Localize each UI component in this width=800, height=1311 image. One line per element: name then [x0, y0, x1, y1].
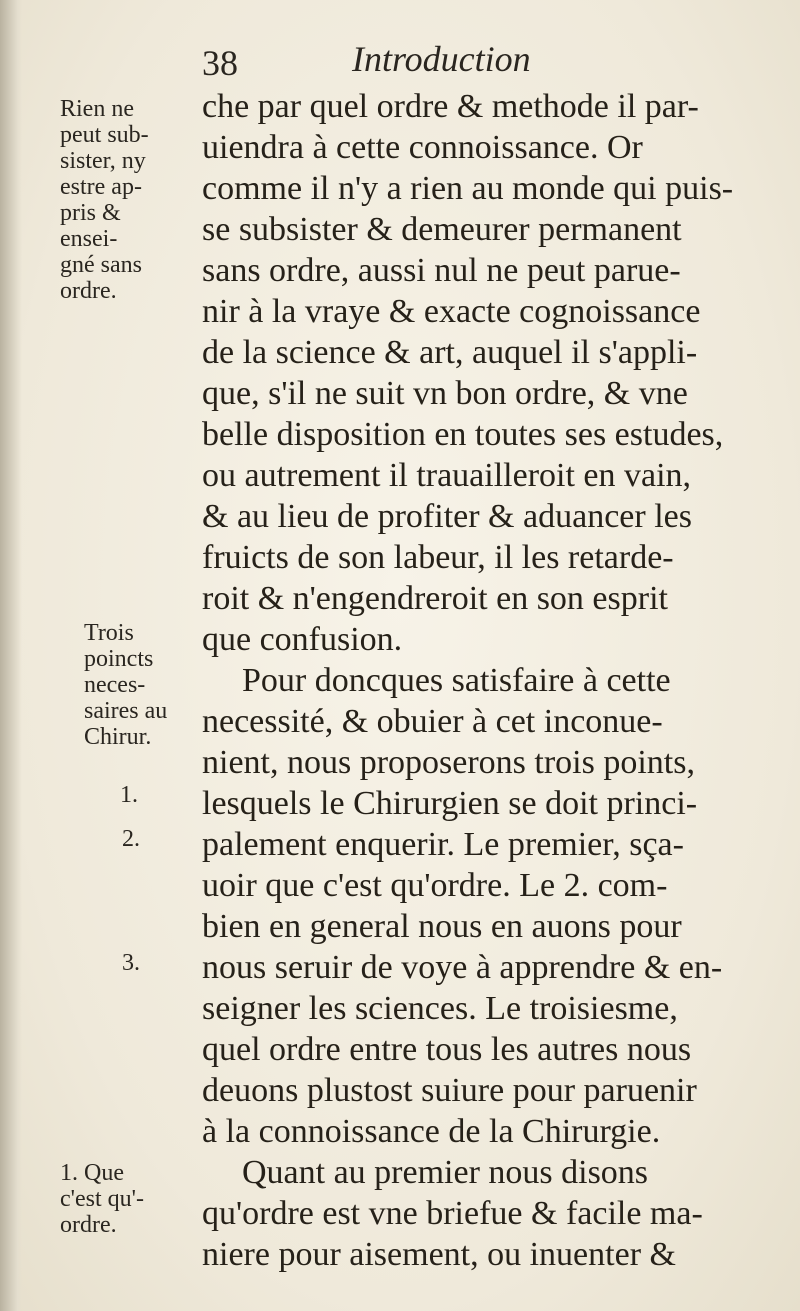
- margin-note-line: saires au: [84, 698, 168, 724]
- page-gutter-shadow: [0, 0, 22, 1311]
- text-line: seigner les sciences. Le troisiesme,: [202, 990, 678, 1027]
- margin-note-line: peut sub-: [60, 122, 149, 148]
- text-line: quel ordre entre tous les autres nous: [202, 1031, 692, 1068]
- page-number: 38: [202, 43, 238, 83]
- margin-number-3: 3.: [122, 950, 140, 976]
- text-line: comme il n'y a rien au monde qui puis-: [202, 170, 734, 207]
- margin-note-line: poincts: [84, 646, 154, 672]
- running-title: Introduction: [352, 39, 531, 79]
- text-line: de la science & art, auquel il s'appli-: [202, 334, 698, 371]
- text-line: nous seruir de voye à apprendre & en-: [202, 949, 723, 986]
- text-line: sans ordre, aussi nul ne peut parue-: [202, 252, 681, 289]
- text-line: & au lieu de profiter & aduancer les: [202, 498, 692, 535]
- text-line: uiendra à cette connoissance. Or: [202, 129, 643, 166]
- text-line: necessité, & obuier à cet inconue-: [202, 703, 663, 740]
- margin-note-line: Trois: [84, 620, 134, 646]
- text-line: se subsister & demeurer permanent: [202, 211, 682, 248]
- text-line: uoir que c'est qu'ordre. Le 2. com-: [202, 867, 668, 904]
- margin-note-line: sister, ny: [60, 148, 146, 174]
- text-line: niere pour aisement, ou inuenter &: [202, 1236, 676, 1273]
- text-line: nir à la vraye & exacte cognoissance: [202, 293, 701, 330]
- text-line: nient, nous proposerons trois points,: [202, 744, 695, 781]
- text-line: deuons plustost suiure pour paruenir: [202, 1072, 697, 1109]
- margin-note-line: neces-: [84, 672, 146, 698]
- text-line: qu'ordre est vne briefue & facile ma-: [202, 1195, 703, 1232]
- text-line: Quant au premier nous disons: [242, 1154, 649, 1191]
- margin-note-line: Rien ne: [60, 96, 134, 122]
- text-line: che par quel ordre & methode il par-: [202, 88, 699, 125]
- margin-note-line: 1. Que: [60, 1160, 124, 1186]
- margin-note-line: c'est qu'-: [60, 1186, 144, 1212]
- text-line: palement enquerir. Le premier, sça-: [202, 826, 684, 863]
- margin-note-line: pris &: [60, 200, 121, 226]
- margin-note-line: estre ap-: [60, 174, 142, 200]
- margin-note-line: ensei-: [60, 226, 118, 252]
- text-line: belle disposition en toutes ses estudes,: [202, 416, 724, 453]
- margin-note-line: ordre.: [60, 1212, 117, 1238]
- text-line: roit & n'engendreroit en son esprit: [202, 580, 668, 617]
- text-line: fruicts de son labeur, il les retarde-: [202, 539, 674, 576]
- margin-note-line: Chirur.: [84, 724, 152, 750]
- text-line: Pour doncques satisfaire à cette: [242, 662, 671, 699]
- margin-note-que-cest-quordre: [60, 1160, 260, 1238]
- text-line: à la connoissance de la Chirurgie.: [202, 1113, 661, 1150]
- margin-note-trois-poincts: [84, 620, 284, 750]
- margin-note-line: gné sans: [60, 252, 142, 278]
- text-line: bien en general nous en auons pour: [202, 908, 682, 945]
- margin-number-1: 1.: [120, 782, 138, 808]
- text-line: ou autrement il trauailleroit en vain,: [202, 457, 692, 494]
- text-line: lesquels le Chirurgien se doit princi-: [202, 785, 698, 822]
- text-line: que confusion.: [202, 621, 403, 658]
- text-line: que, s'il ne suit vn bon ordre, & vne: [202, 375, 688, 412]
- margin-note-line: ordre.: [60, 278, 117, 304]
- margin-number-2: 2.: [122, 826, 140, 852]
- margin-note-rien-ne-peut: [60, 96, 260, 304]
